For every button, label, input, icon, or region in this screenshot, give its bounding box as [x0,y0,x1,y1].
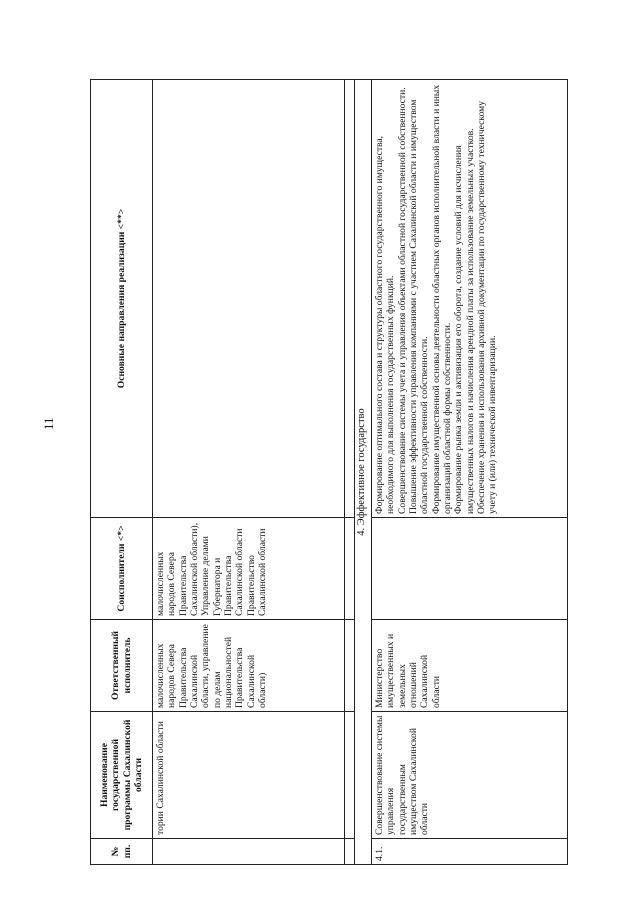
cell-program: тории Сахалинской области [153,712,345,839]
cell-responsible: Министерство имущественных и земельных отношений Сахалинской области [372,620,568,712]
header-directions: Основные направления реализации <**> [91,80,153,518]
table-row-continuation [153,80,345,865]
spacer-cell [345,839,355,865]
cell-directions [153,80,345,518]
cell-coexecutors [372,518,568,620]
spacer-cell [345,712,355,839]
program-table [90,79,568,865]
spacer-cell [345,518,355,620]
header-num: № пп. [91,839,153,865]
cell-coexecutors: малочисленных народов Севера Правительства Сахалинской области), Управление делами Губернатора и Правительства Сахалинской области Правительство Сахалинской области [153,518,345,620]
table-row-4-1 [372,80,568,865]
rotated-table-wrapper [90,80,565,865]
page-number: 11 [41,417,56,430]
cell-directions: Формирование оптимального состава и структуры областного государственного имущества, необходимого для выполнения государственных функций. Совершенствование системы учета и управления объектами областной государственной собственности. Повышение эффективности управления компаниями с участием Сахалинской области и имуществом областной государственной собственности. Формирование имущественной основы деятельности областных органов исполнительной власти и иных организаций областной формы собственности. Формирование рынка земли и активизация его оборота, создание условий для исчисления имущественных налогов и начисления арендной платы за использование земельных участков. Обеспечение хранения и использования архивной документации по государственному техническому учету и (или) технической инвентаризации. [372,80,568,518]
cell-num: 4.1. [372,839,568,865]
section-title: 4. Эффективное государство [355,80,372,865]
spacer-cell [345,620,355,712]
spacer-row [345,80,355,865]
cell-responsible: малочисленных народов Севера Правительства Сахалинской области, управление по делам национальностей Правительства Сахалинской области) [153,620,345,712]
header-coexecutors: Соисполнители <*> [91,518,153,620]
header-program: Наименование государственной программы Сахалинской области [91,712,153,839]
header-responsible: Ответственный исполнитель [91,620,153,712]
spacer-cell [345,80,355,518]
cell-num [153,839,345,865]
section-header-row [355,80,372,865]
cell-program: Совершенствование системы управления государственным имуществом Сахалинской области [372,712,568,839]
table-header-row [91,80,153,865]
